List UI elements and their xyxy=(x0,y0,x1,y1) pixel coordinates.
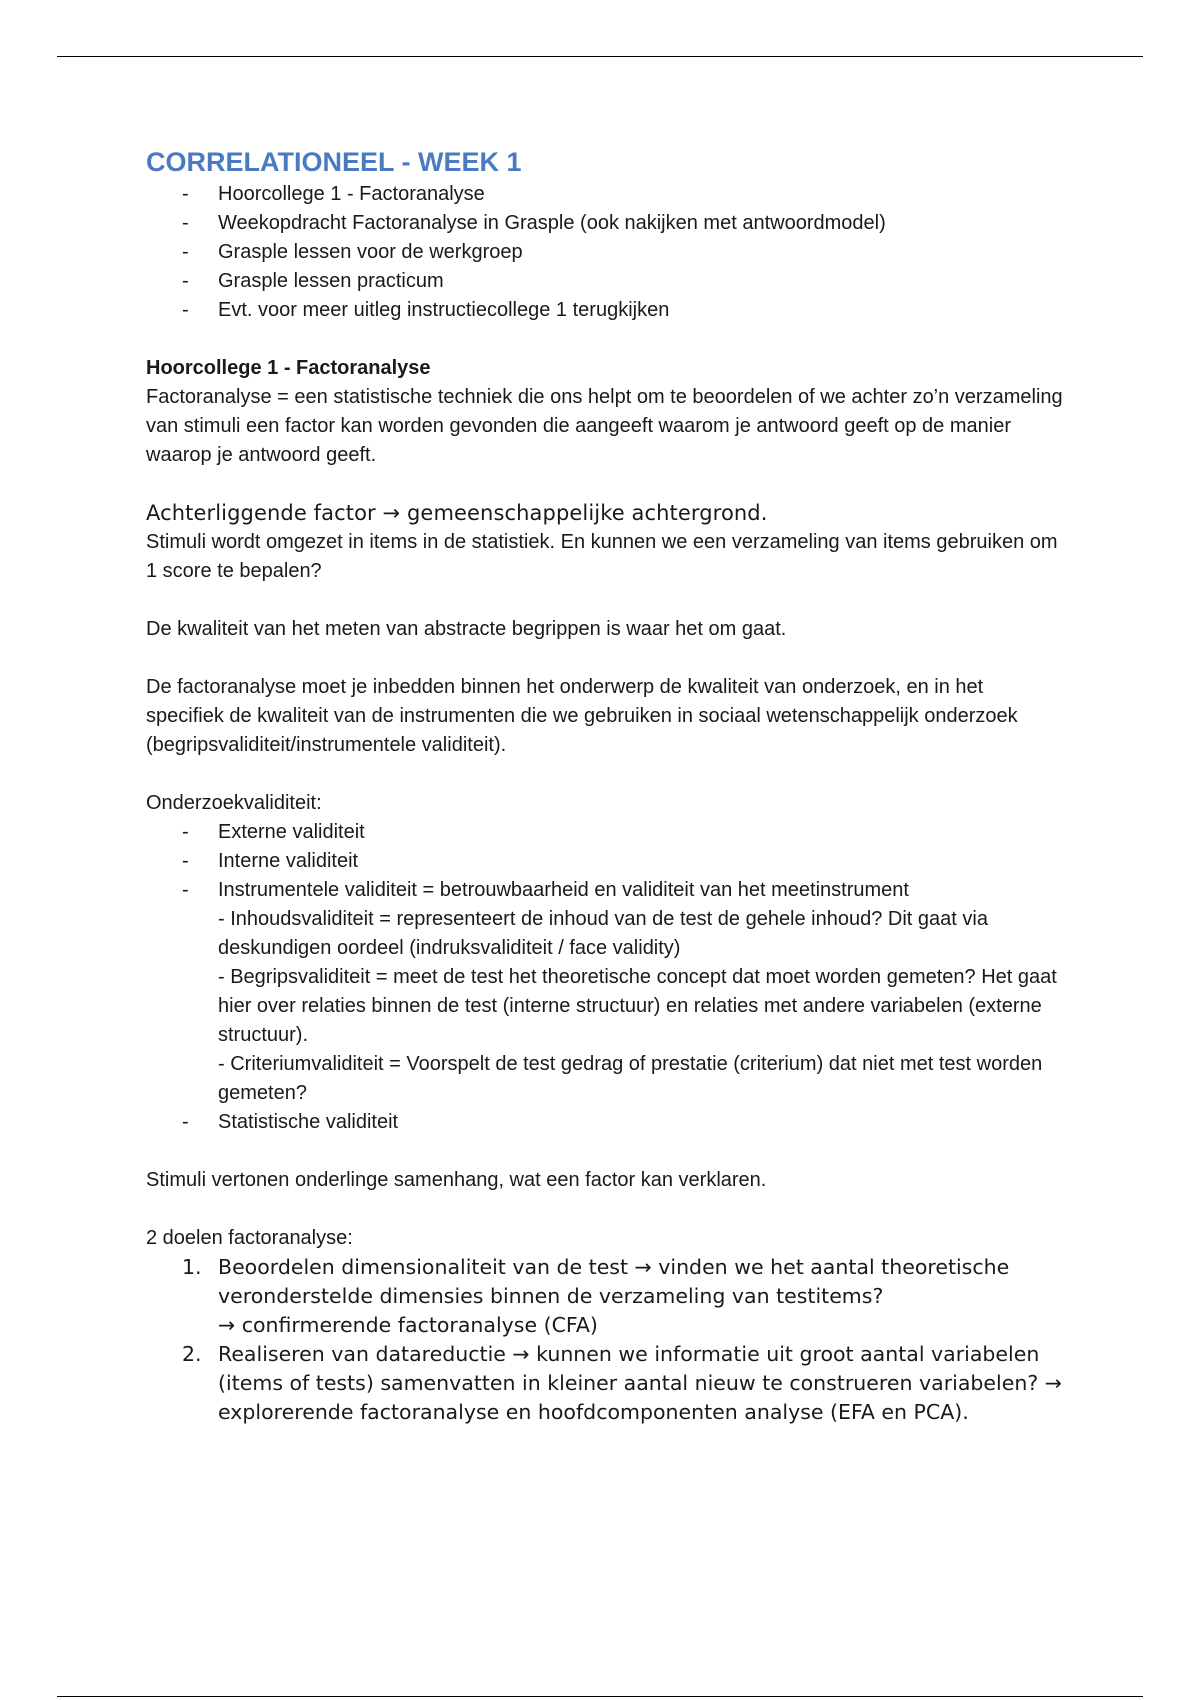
paragraph-coherence: Stimuli vertonen onderlinge samenhang, wat een factor kan verklaren. xyxy=(146,1169,767,1191)
goal-number: 1. xyxy=(182,1255,202,1279)
goal-text: Beoordelen dimensionaliteit van de test → vinden we het aantal theoretische veronderstelde dimensies binnen de verzameling van testitems? xyxy=(218,1255,1010,1308)
list-item: - Grasple lessen practicum xyxy=(146,267,1066,296)
spacer xyxy=(146,644,1066,673)
footer-rule xyxy=(57,1696,1143,1697)
spacer xyxy=(146,470,1066,499)
list-item-text: - Instrumentele validiteit = betrouwbaarheid en validiteit van het meetinstrument xyxy=(218,879,909,901)
sub-item-construct-validity: - Begripsvaliditeit = meet de test het theoretische concept dat moet worden gemeten? Het gaat hier over relaties binnen de test (interne structuur) en relaties met andere variabelen (externe structuur). xyxy=(218,966,1057,1046)
list-item: - Statistische validiteit xyxy=(146,1108,1066,1137)
paragraph-embedding: De factoranalyse moet je inbedden binnen het onderwerp de kwaliteit van onderzoek, en in het specifiek de kwaliteit van de instrumenten die we gebruiken in sociaal wetenschappelijk onderzoek (begripsvaliditeit/instrumentele validiteit). xyxy=(146,676,1018,756)
goal-item xyxy=(146,1253,1066,1340)
goal-number: 2. xyxy=(182,1342,202,1366)
document-title: CORRELATIONEEL - WEEK 1 xyxy=(146,147,522,177)
list-item-instrumental xyxy=(146,876,1066,1108)
list-item: - Interne validiteit xyxy=(146,847,1066,876)
sub-item-content-validity: - Inhoudsvaliditeit = representeert de inhoud van de test de gehele inhoud? Dit gaat via deskundigen oordeel (indruksvaliditeit / face validity) xyxy=(218,908,988,959)
validity-list xyxy=(146,818,1066,1137)
goal-item xyxy=(146,1340,1066,1427)
paragraph-definition: Factoranalyse = een statistische techniek die ons helpt om te beoordelen of we achter zo’n verzameling van stimuli een factor kan worden gevonden die aangeeft waarom je antwoord geeft op de manier waarop je antwoord geeft. xyxy=(146,386,1063,466)
list-item: - Hoorcollege 1 - Factoranalyse xyxy=(146,180,1066,209)
paragraph-research-validity: Onderzoekvaliditeit: xyxy=(146,792,322,814)
goals-list xyxy=(146,1253,1066,1427)
spacer xyxy=(146,325,1066,354)
spacer xyxy=(146,1195,1066,1224)
sub-item-criterion-validity: - Criteriumvaliditeit = Voorspelt de test gedrag of prestatie (criterium) dat niet met test worden gemeten? xyxy=(218,1053,1043,1104)
list-item: - Evt. voor meer uitleg instructiecollege 1 terugkijken xyxy=(146,296,1066,325)
paragraph-quality: De kwaliteit van het meten van abstracte begrippen is waar het om gaat. xyxy=(146,618,787,640)
paragraph-underlying-factor: Achterliggende factor → gemeenschappelijke achtergrond. xyxy=(146,501,768,525)
goal-subtext: → confirmerende factoranalyse (CFA) xyxy=(218,1313,598,1337)
section-heading: Hoorcollege 1 - Factoranalyse xyxy=(146,357,431,379)
goal-text: Realiseren van datareductie → kunnen we informatie uit groot aantal variabelen (items of tests) samenvatten in kleiner aantal nieuw te construeren variabelen? → explorerende factoranalyse en hoofdcomponenten analyse (EFA en PCA). xyxy=(218,1342,1062,1424)
header-rule xyxy=(57,56,1143,57)
paragraph-stimuli: Stimuli wordt omgezet in items in de statistiek. En kunnen we een verzameling van items gebruiken om 1 score te bepalen? xyxy=(146,531,1058,582)
intro-list xyxy=(146,180,1066,325)
list-item: - Externe validiteit xyxy=(146,818,1066,847)
spacer xyxy=(146,586,1066,615)
document-body xyxy=(146,144,1066,1427)
spacer xyxy=(146,760,1066,789)
list-item: - Weekopdracht Factoranalyse in Grasple (ook nakijken met antwoordmodel) xyxy=(146,209,1066,238)
spacer xyxy=(146,1137,1066,1166)
paragraph-goals-intro: 2 doelen factoranalyse: xyxy=(146,1227,353,1249)
list-item: - Grasple lessen voor de werkgroep xyxy=(146,238,1066,267)
